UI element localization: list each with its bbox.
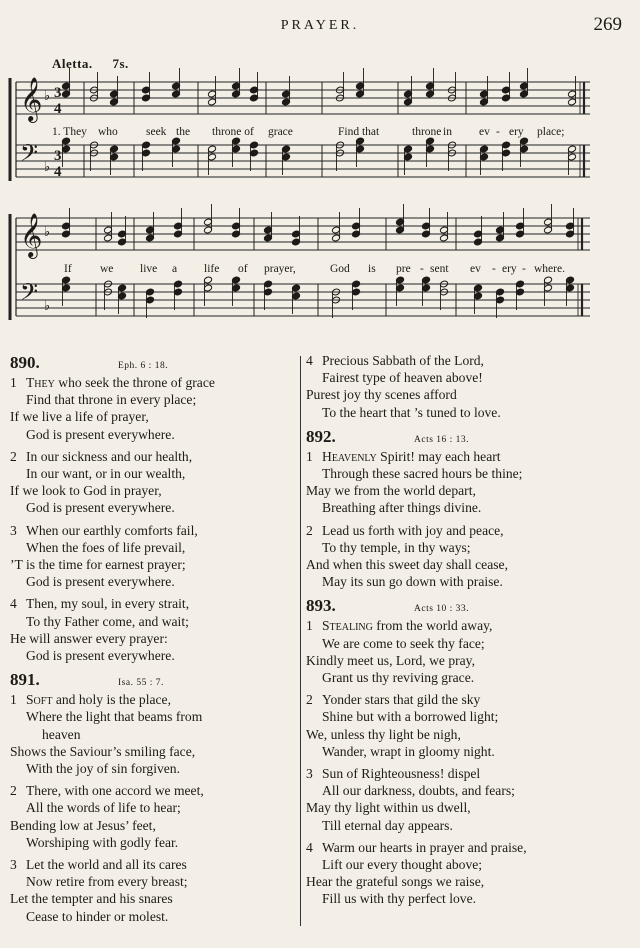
- verse-text: Cease to hinder or molest.: [26, 908, 169, 924]
- verse-line: [10, 817, 294, 834]
- hymn-892: [306, 426, 596, 591]
- verse-text: Find that throne in every place;: [26, 392, 197, 408]
- verse-text: All our darkness, doubts, and fears;: [322, 783, 515, 799]
- stanza: [306, 765, 596, 834]
- lyric-syllable: pre: [396, 263, 411, 275]
- verse-text: Warm our hearts in prayer and praise,: [322, 839, 527, 855]
- verse-text: Worshiping with godly fear.: [26, 834, 179, 850]
- lyric-syllable: prayer,: [264, 263, 296, 275]
- verse-line: [10, 595, 294, 612]
- lyric-syllable: If: [64, 263, 72, 275]
- verse-line: [10, 499, 294, 516]
- verse-line: [306, 817, 596, 834]
- lyric-syllable: we: [100, 263, 114, 275]
- lyric-syllable: -: [420, 263, 424, 275]
- verse-text: Fill us with thy perfect love.: [322, 891, 477, 907]
- verse-line: [306, 873, 596, 890]
- verse-line: [10, 890, 294, 907]
- verse-number: 4: [306, 839, 313, 855]
- verse-line: [10, 556, 294, 573]
- lyric-syllable: where.: [534, 263, 565, 275]
- verse-line: [10, 691, 294, 708]
- verse-text: Yonder stars that gild the sky: [322, 692, 481, 708]
- verse-line: [306, 448, 596, 465]
- verse-text: ’T is the time for earnest prayer;: [10, 557, 186, 573]
- verse-number: 2: [10, 448, 17, 464]
- page-number: 269: [593, 14, 622, 35]
- verse-line: [10, 613, 294, 630]
- lyric-syllable: place;: [537, 126, 565, 138]
- verse-text: Now retire from every breast;: [26, 874, 188, 890]
- verse-text: Through these sacred hours be thine;: [322, 466, 523, 482]
- verse-text: and holy is the place,: [52, 692, 171, 708]
- verse-text: God is present everywhere.: [26, 574, 175, 590]
- verse-text: Purest joy thy scenes afford: [306, 387, 457, 403]
- section-title: PRAYER.: [280, 18, 360, 33]
- verse-number: 1: [10, 375, 17, 390]
- verse-text: May thy light within us dwell,: [306, 800, 471, 816]
- verse-text: To thy temple, in thy ways;: [322, 539, 471, 555]
- verse-line: [306, 522, 596, 539]
- verse-line: [306, 635, 596, 652]
- verse-text: To thy Father come, and wait;: [26, 613, 189, 629]
- time-signature-top: 3: [54, 85, 62, 101]
- stanza: [306, 522, 596, 591]
- verse-line: [306, 482, 596, 499]
- treble-clef-icon: 𝄞: [20, 77, 43, 121]
- verse-line: [306, 799, 596, 816]
- verse-line: [10, 834, 294, 851]
- verse-line: [306, 386, 596, 403]
- verse-text: Then, my soul, in every strait,: [26, 596, 190, 612]
- verse-text: who seek the throne of grace: [54, 375, 215, 390]
- verse-text: Shine but with a borrowed light;: [322, 709, 499, 725]
- verse-text: There, with one accord we meet,: [26, 783, 204, 799]
- time-signature-bottom: 4: [54, 164, 62, 180]
- stanza: [306, 617, 596, 686]
- verse-line: [306, 726, 596, 743]
- verse-text: Let the tempter and his snares: [10, 891, 173, 907]
- hymn-893: [306, 595, 596, 907]
- verse-line: [306, 369, 596, 386]
- verse-line: [306, 539, 596, 556]
- verse-line: [306, 352, 596, 369]
- verse-line: [306, 708, 596, 725]
- lyric-syllable: ery: [502, 263, 517, 275]
- verse-line: [10, 799, 294, 816]
- first-word: Stealing: [322, 618, 373, 634]
- stanza: [10, 522, 294, 591]
- scripture-reference: Eph. 6 : 18.: [118, 361, 169, 371]
- lyric-syllable: the: [176, 126, 191, 138]
- stanza: [10, 782, 294, 851]
- verse-text: Lift our every thought above;: [322, 857, 483, 873]
- verse-text: heaven: [42, 726, 81, 742]
- verse-line: [10, 726, 294, 743]
- stanza: [10, 691, 294, 777]
- verse-line: [10, 374, 294, 391]
- verse-text: Spirit! may each heart: [376, 448, 501, 464]
- verse-line: [306, 499, 596, 516]
- verse-number: 1: [10, 692, 17, 708]
- verse-text: Bending low at Jesus’ feet,: [10, 817, 156, 833]
- flat-sign-icon: ♭: [44, 88, 51, 103]
- hymn-heading: [306, 426, 596, 448]
- verse-text: In our want, or in our wealth,: [26, 466, 186, 482]
- verse-text: Hear the grateful songs we raise,: [306, 874, 485, 890]
- verse-text: If we look to God in prayer,: [10, 483, 162, 499]
- verse-line: [306, 765, 596, 782]
- verse-number: 4: [10, 596, 17, 612]
- verse-number: 1: [306, 618, 313, 634]
- verse-text: Precious Sabbath of the Lord,: [322, 353, 484, 368]
- verse-line: [10, 539, 294, 556]
- verse-line: [10, 873, 294, 890]
- verse-text: Grant us thy reviving grace.: [322, 670, 475, 686]
- verse-text: God is present everywhere.: [26, 426, 175, 442]
- verse-number: 4: [306, 353, 313, 368]
- hymn-number: 893.: [306, 596, 336, 616]
- scripture-reference: Acts 16 : 13.: [414, 434, 470, 445]
- verse-line: [306, 856, 596, 873]
- verse-text: When the foes of life prevail,: [26, 539, 186, 555]
- verse-line: [306, 465, 596, 482]
- verse-line: [306, 839, 596, 856]
- verse-line: [10, 522, 294, 539]
- verse-line: [10, 408, 294, 425]
- tune-meter: 7s.: [112, 56, 129, 71]
- bass-clef-icon: 𝄢: [20, 278, 39, 311]
- hymn-890: [10, 352, 294, 664]
- verse-text: May its sun go down with praise.: [322, 574, 503, 590]
- verse-line: [10, 465, 294, 482]
- first-word: They: [26, 375, 55, 390]
- verse-line: [306, 890, 596, 907]
- time-signature-top: 3: [54, 148, 62, 164]
- verse-number: 2: [306, 522, 313, 538]
- hymn-891: [10, 669, 294, 925]
- verse-text: Wander, wrapt in gloomy night.: [322, 743, 495, 759]
- verse-line: [306, 617, 596, 634]
- verse-text: Where the light that beams from: [26, 709, 203, 725]
- hymn-number: 892.: [306, 426, 336, 446]
- verse-line: [306, 573, 596, 590]
- verse-number: 2: [306, 692, 313, 708]
- stanza: [10, 374, 294, 443]
- stanza: [10, 856, 294, 925]
- verse-line: [306, 691, 596, 708]
- verse-text: May we from the world depart,: [306, 483, 476, 499]
- lyric-syllable: Find that: [338, 126, 380, 138]
- hymn-number: 890.: [10, 353, 40, 372]
- verse-text: Let the world and all its cares: [26, 857, 187, 873]
- scripture-reference: Isa. 55 : 7.: [118, 678, 164, 689]
- verse-text: And when this sweet day shall cease,: [306, 557, 508, 573]
- stanza: [306, 448, 596, 517]
- verse-text: God is present everywhere.: [26, 500, 175, 516]
- lyric-syllable: ery: [509, 126, 524, 138]
- verse-line: [306, 743, 596, 760]
- lyric-syllable: is: [368, 263, 376, 275]
- flat-sign-icon: ♭: [44, 298, 51, 313]
- verse-line: [10, 426, 294, 443]
- verse-text: Till eternal day appears.: [322, 817, 453, 833]
- stanza: [10, 595, 294, 664]
- verse-text: Lead us forth with joy and peace,: [322, 522, 504, 538]
- stanza: [10, 448, 294, 517]
- lyric-syllable: throne of: [212, 126, 254, 138]
- verse-line: [10, 630, 294, 647]
- lyric-syllable: throne: [412, 126, 442, 138]
- verse-text: When our earthly comforts fail,: [26, 522, 198, 538]
- hymn-number: 891.: [10, 670, 40, 690]
- lyric-syllable: -: [492, 263, 496, 275]
- lyric-syllable: ev: [470, 263, 481, 275]
- verse-text: Sun of Righteousness! dispel: [322, 766, 481, 782]
- verse-number: 3: [10, 522, 17, 538]
- verse-text: from the world away,: [372, 618, 493, 634]
- verse-line: [10, 908, 294, 925]
- verse-line: [10, 760, 294, 777]
- lyric-syllable: in: [443, 126, 452, 138]
- verse-text: Fairest type of heaven above!: [322, 370, 483, 386]
- hymn-continued: [306, 352, 596, 421]
- hymn-heading: [10, 669, 294, 691]
- stanza: [306, 352, 596, 421]
- time-signature-bottom: 4: [54, 101, 62, 117]
- verse-line: [10, 647, 294, 664]
- bass-clef-icon: 𝄢: [20, 139, 39, 172]
- verse-line: [10, 782, 294, 799]
- verse-number: 1: [306, 448, 313, 464]
- lyric-syllable: -: [496, 126, 500, 138]
- hymn-heading: [10, 352, 294, 374]
- first-word: Heavenly: [322, 448, 377, 464]
- verse-line: [306, 404, 596, 421]
- right-column: [306, 352, 596, 913]
- verse-line: [306, 782, 596, 799]
- flat-sign-icon: ♭: [44, 159, 51, 174]
- left-column: [10, 352, 294, 930]
- verse-number: 3: [10, 857, 17, 873]
- lyric-syllable: who: [98, 126, 118, 138]
- verse-text: Breathing after things divine.: [322, 500, 482, 516]
- verse-text: If we live a life of prayer,: [10, 409, 149, 425]
- verse-text: We are come to seek thy face;: [322, 635, 485, 651]
- flat-sign-icon: ♭: [44, 224, 51, 239]
- lyric-syllable: of: [238, 263, 248, 275]
- verse-line: [10, 448, 294, 465]
- hymn-heading: [306, 595, 596, 617]
- verse-text: We, unless thy light be nigh,: [306, 726, 461, 742]
- verse-text: In our sickness and our health,: [26, 448, 193, 464]
- stanza: [306, 691, 596, 760]
- scripture-reference: Acts 10 : 33.: [414, 604, 470, 615]
- verse-text: With the joy of sin forgiven.: [26, 761, 180, 777]
- verse-line: [10, 391, 294, 408]
- verse-text: To the heart that ’s tuned to love.: [322, 404, 501, 420]
- lyric-syllable: 1. They: [52, 126, 87, 138]
- stanza: [306, 839, 596, 908]
- music-score: [0, 0, 640, 348]
- verse-number: 3: [306, 766, 313, 782]
- verse-text: All the words of life to hear;: [26, 800, 181, 816]
- verse-text: He will answer every prayer:: [10, 630, 168, 646]
- lyric-syllable: life: [204, 263, 220, 275]
- verse-line: [10, 573, 294, 590]
- verse-line: [10, 482, 294, 499]
- lyric-syllable: ev: [479, 126, 490, 138]
- verse-number: 2: [10, 783, 17, 799]
- lyric-syllable: live: [140, 263, 158, 275]
- treble-clef-icon: 𝄞: [20, 213, 43, 257]
- verse-text: Shows the Saviour’s smiling face,: [10, 743, 196, 759]
- verse-text: God is present everywhere.: [26, 648, 175, 664]
- verse-line: [306, 669, 596, 686]
- verse-line: [10, 743, 294, 760]
- verse-line: [10, 856, 294, 873]
- tune-name: Aletta.: [52, 56, 93, 71]
- verse-line: [306, 652, 596, 669]
- lyric-syllable: sent: [430, 263, 449, 275]
- lyric-syllable: grace: [268, 126, 293, 138]
- lyric-syllable: a: [172, 263, 178, 275]
- lyric-syllable: seek: [146, 126, 167, 138]
- lyric-syllable: God: [330, 263, 350, 275]
- column-divider: [300, 356, 301, 926]
- first-word: Soft: [26, 692, 53, 708]
- verse-line: [10, 708, 294, 725]
- verse-text: Kindly meet us, Lord, we pray,: [306, 652, 475, 668]
- lyric-syllable: -: [522, 263, 526, 275]
- verse-line: [306, 556, 596, 573]
